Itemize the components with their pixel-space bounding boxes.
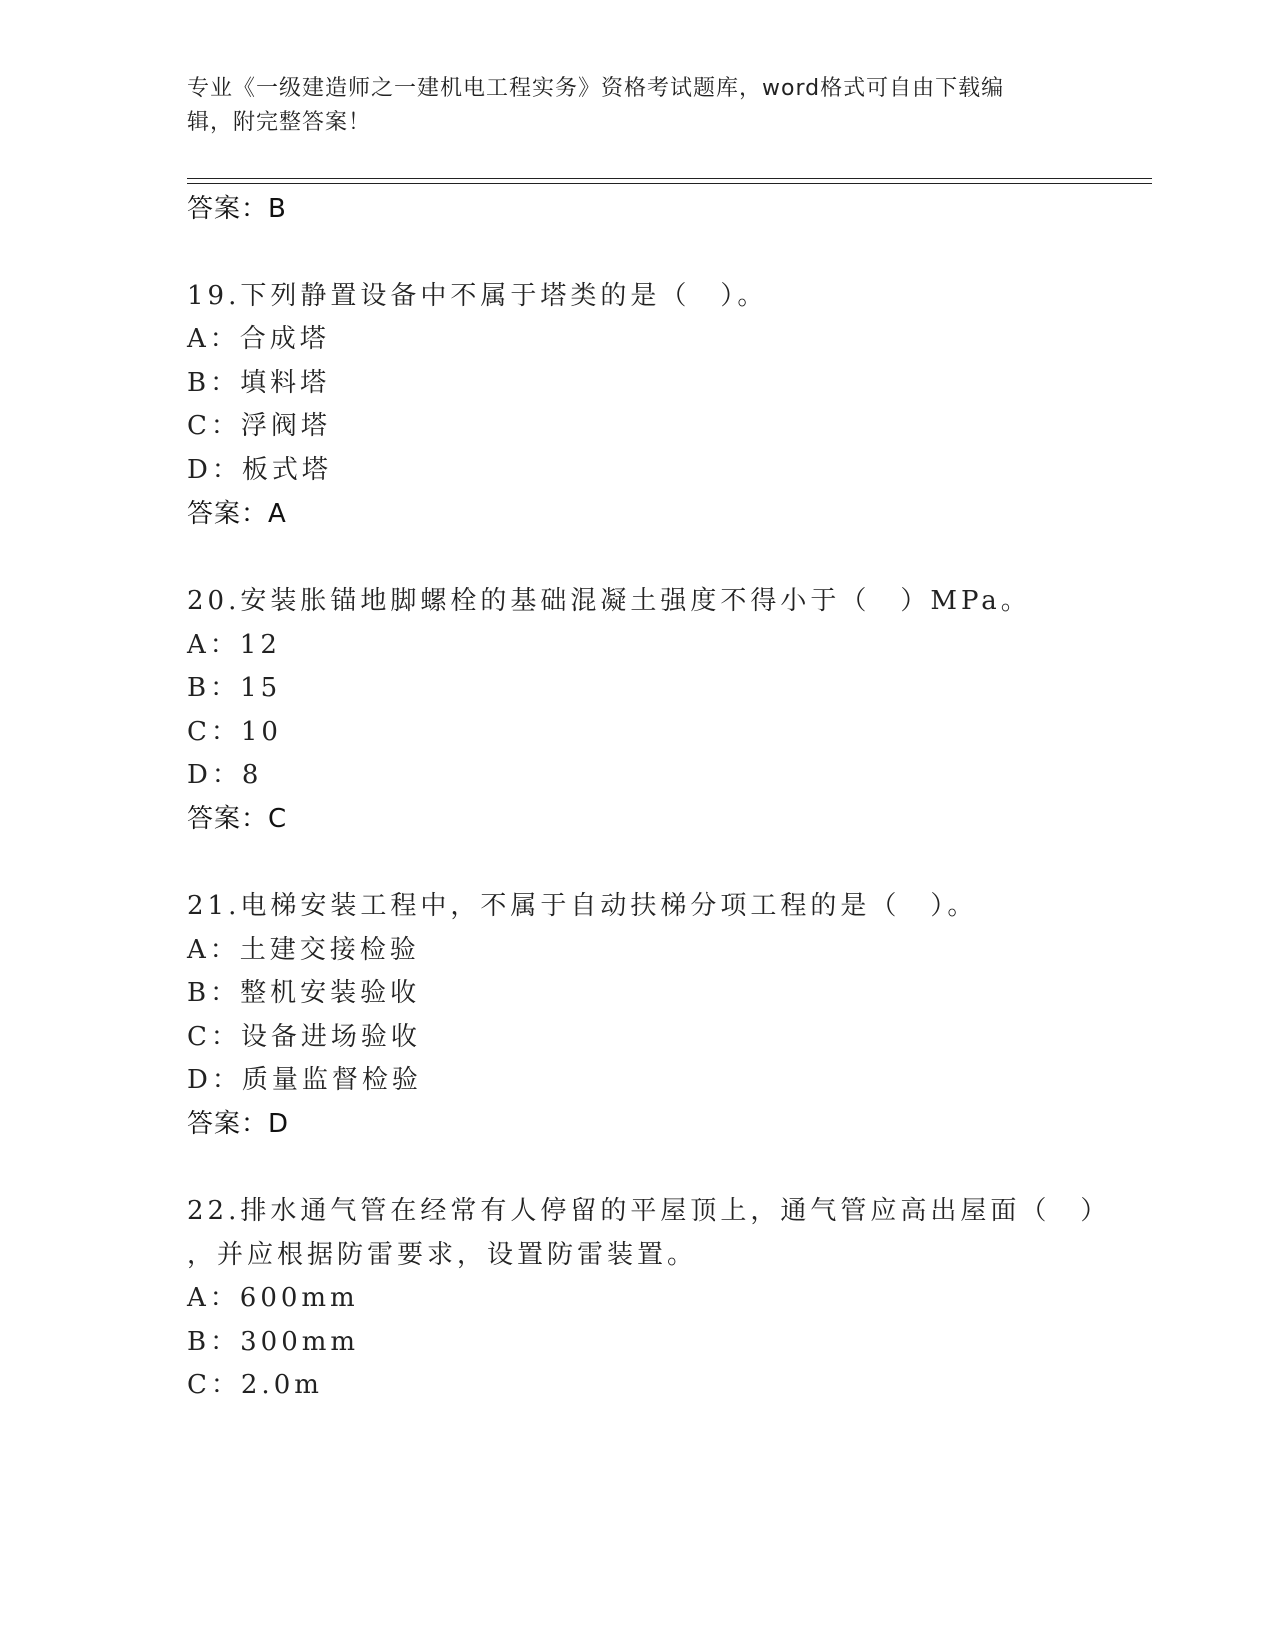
question-22-option-b: B：300mm xyxy=(187,1327,360,1357)
question-21-option-d: D：质量监督检验 xyxy=(187,1065,422,1095)
question-20-option-d: D：8 xyxy=(187,760,263,790)
answer-previous: 答案：B xyxy=(187,194,287,224)
question-21-option-b: B：整机安装验收 xyxy=(187,978,421,1008)
question-22-option-c: C：2.0m xyxy=(187,1370,323,1400)
question-21-option-a: A：土建交接检验 xyxy=(187,935,420,965)
question-22-stem: 22.排水通气管在经常有人停留的平屋顶上，通气管应高出屋面（ ） xyxy=(187,1196,1111,1226)
question-20-option-c: C：10 xyxy=(187,717,282,747)
question-21-stem: 21.电梯安装工程中，不属于自动扶梯分项工程的是（ ）。 xyxy=(187,891,978,921)
question-20-answer: 答案：C xyxy=(187,804,288,834)
header-divider-bottom xyxy=(187,183,1152,184)
question-19-option-b: B：填料塔 xyxy=(187,368,331,398)
question-21-option-c: C：设备进场验收 xyxy=(187,1022,421,1052)
question-19-option-a: A：合成塔 xyxy=(187,324,330,354)
document-header xyxy=(187,72,1067,140)
header-line-2: 辑，附完整答案！ xyxy=(187,110,372,135)
question-19-option-c: C：浮阀塔 xyxy=(187,411,331,441)
question-22-option-a: A：600mm xyxy=(187,1283,359,1313)
question-20-option-a: A：12 xyxy=(187,630,281,660)
question-19-option-d: D：板式塔 xyxy=(187,455,332,485)
question-20-option-b: B：15 xyxy=(187,673,282,703)
header-divider-top xyxy=(187,178,1152,179)
header-line-1: 专业《一级建造师之一建机电工程实务》资格考试题库，word格式可自由下载编 xyxy=(187,76,1005,101)
question-19-answer: 答案：A xyxy=(187,499,287,529)
question-22-stem-continued: ，并应根据防雷要求，设置防雷装置。 xyxy=(187,1240,698,1270)
question-19-stem: 19.下列静置设备中不属于塔类的是（ ）。 xyxy=(187,281,768,311)
question-21-answer: 答案：D xyxy=(187,1109,290,1139)
question-20-stem: 20.安装胀锚地脚螺栓的基础混凝土强度不得小于（ ）MPa。 xyxy=(187,586,1031,616)
